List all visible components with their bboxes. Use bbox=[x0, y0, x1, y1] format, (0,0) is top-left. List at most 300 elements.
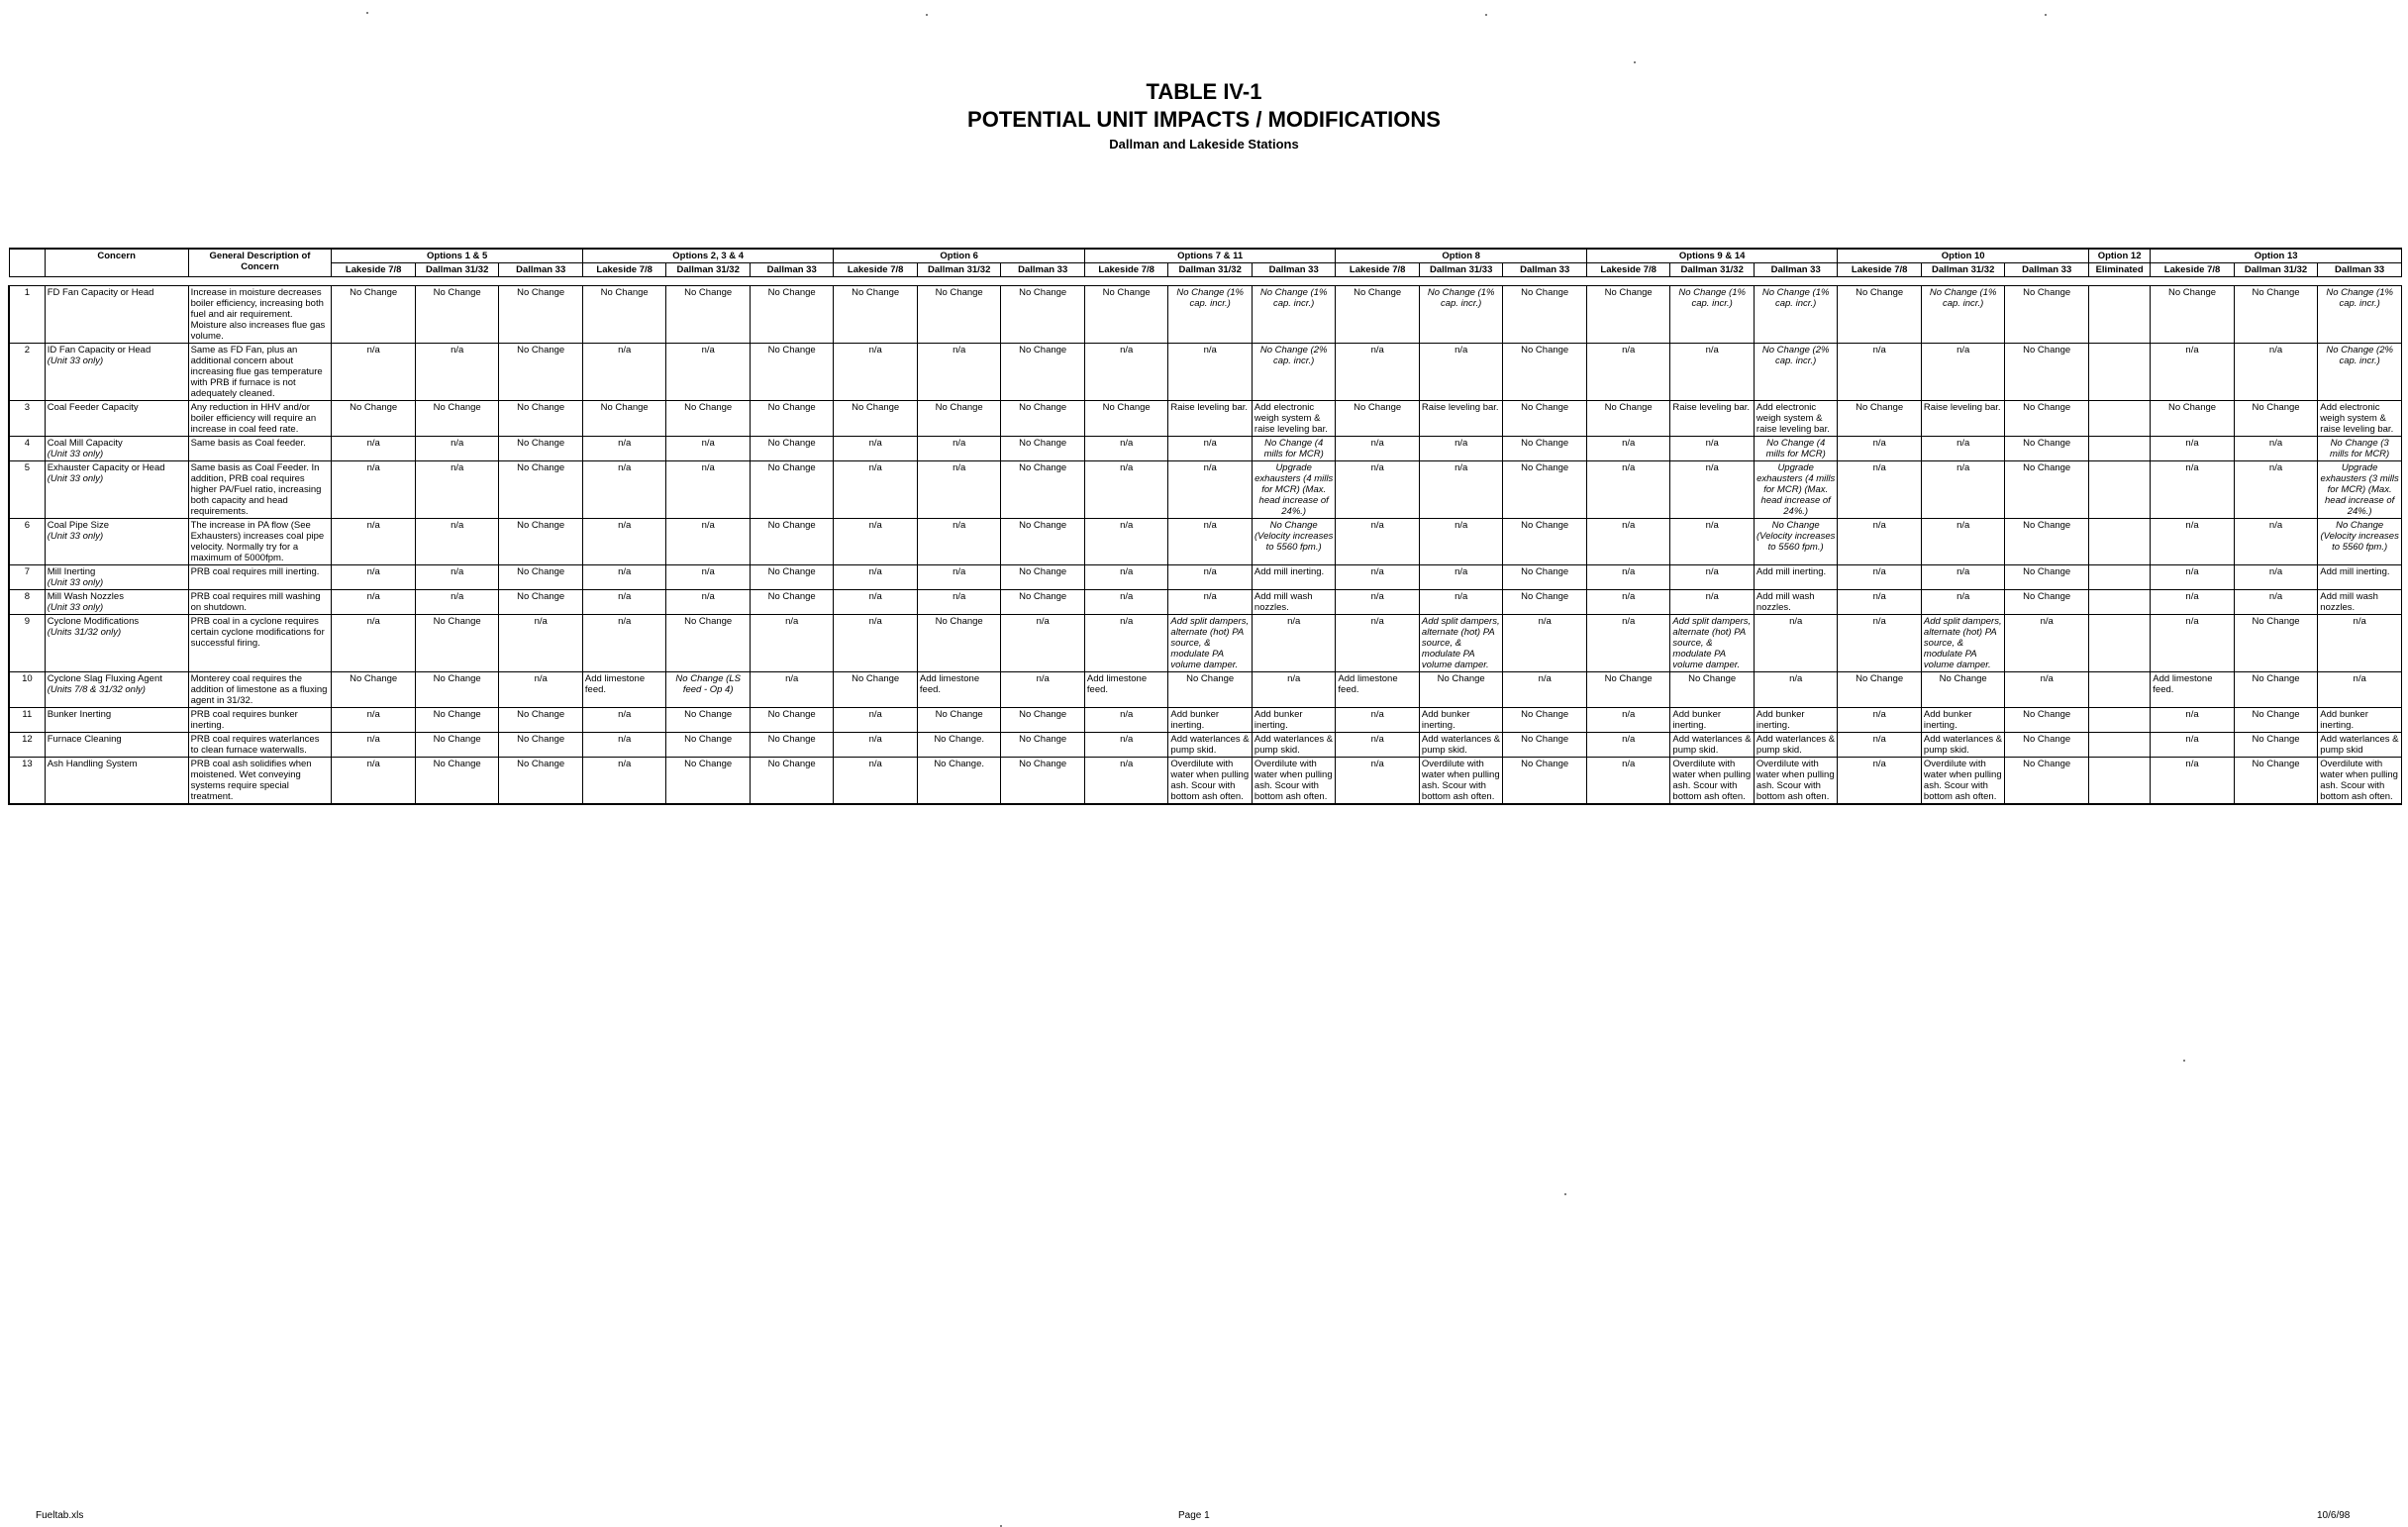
impact-cell: Add limestone feed. bbox=[1336, 672, 1420, 708]
table-title: POTENTIAL UNIT IMPACTS / MODIFICATIONS bbox=[967, 107, 1441, 132]
impact-cell: No Change bbox=[2151, 401, 2235, 437]
impact-cell: Add mill inerting. bbox=[1252, 565, 1336, 590]
header-unit: Lakeside 7/8 bbox=[1838, 263, 1922, 277]
impact-cell: No Change bbox=[1586, 672, 1670, 708]
impact-cell: n/a bbox=[1838, 615, 1922, 672]
header-unit: Dallman 33 bbox=[1503, 263, 1587, 277]
impact-cell: n/a bbox=[1168, 519, 1253, 565]
concern-text: Mill Inerting bbox=[47, 566, 96, 577]
impact-cell: No Change bbox=[1838, 286, 1922, 344]
row-description: Same basis as Coal feeder. bbox=[188, 437, 332, 461]
impact-cell: n/a bbox=[582, 519, 666, 565]
impact-cell: No Change bbox=[834, 286, 918, 344]
impact-cell: n/a bbox=[917, 565, 1001, 590]
impact-cell: n/a bbox=[1503, 615, 1587, 672]
impact-cell: n/a bbox=[1084, 344, 1168, 401]
table-number: TABLE IV-1 bbox=[1146, 79, 1262, 104]
impact-cell: n/a bbox=[582, 590, 666, 615]
impact-cell: n/a bbox=[1586, 615, 1670, 672]
impact-cell: No Change (1% cap. incr.) bbox=[1670, 286, 1755, 344]
row-description: PRB coal ash solidifies when moistened. Wet conveying systems require special treatment. bbox=[188, 758, 332, 805]
impact-cell: No Change bbox=[2005, 565, 2089, 590]
impact-cell: n/a bbox=[332, 519, 416, 565]
impact-cell: Add electronic weigh system & raise leveling bar. bbox=[1754, 401, 1838, 437]
impact-cell: n/a bbox=[1838, 344, 1922, 401]
impact-cell: n/a bbox=[1586, 758, 1670, 805]
impact-cell: n/a bbox=[2234, 461, 2318, 519]
impact-cell: No Change bbox=[415, 708, 499, 733]
impact-cell: Add waterlances & pump skid bbox=[2318, 733, 2402, 758]
impact-cell: No Change (Velocity increases to 5560 fpm.) bbox=[2318, 519, 2402, 565]
impact-cell: No Change bbox=[1670, 672, 1755, 708]
table-row bbox=[9, 286, 2402, 344]
impacts-table bbox=[8, 248, 2402, 805]
impact-cell: n/a bbox=[1921, 461, 2005, 519]
impact-cell: No Change bbox=[1001, 708, 1085, 733]
impact-cell: n/a bbox=[1838, 519, 1922, 565]
impact-cell: No Change bbox=[666, 708, 751, 733]
impact-cell: Add limestone feed. bbox=[917, 672, 1001, 708]
impact-cell: Add bunker inerting. bbox=[1419, 708, 1503, 733]
impact-cell: Add waterlances & pump skid. bbox=[1419, 733, 1503, 758]
impact-cell: No Change bbox=[1001, 401, 1085, 437]
concern-note: (Units 31/32 only) bbox=[47, 627, 122, 638]
impact-cell: n/a bbox=[1084, 437, 1168, 461]
impact-cell: Upgrade exhausters (3 mills for MCR) (Max. head increase of 24%.) bbox=[2318, 461, 2402, 519]
impact-cell: Overdilute with water when pulling ash. Scour with bottom ash often. bbox=[1670, 758, 1755, 805]
impact-cell: n/a bbox=[1586, 708, 1670, 733]
impact-cell: n/a bbox=[1084, 615, 1168, 672]
impact-cell: No Change bbox=[750, 708, 834, 733]
impact-cell: Add bunker inerting. bbox=[1252, 708, 1336, 733]
impact-cell: n/a bbox=[582, 708, 666, 733]
impact-cell: n/a bbox=[2005, 615, 2089, 672]
footer-page: Page 1 bbox=[1178, 1510, 1210, 1521]
impact-cell: Add waterlances & pump skid. bbox=[1754, 733, 1838, 758]
header-unit: Dallman 33 bbox=[2318, 263, 2402, 277]
header-unit: Dallman 33 bbox=[2005, 263, 2089, 277]
impact-cell: Overdilute with water when pulling ash. Scour with bottom ash often. bbox=[1754, 758, 1838, 805]
impact-cell: n/a bbox=[834, 519, 918, 565]
header-unit: Lakeside 7/8 bbox=[582, 263, 666, 277]
impact-cell: Add bunker inerting. bbox=[1670, 708, 1755, 733]
row-concern bbox=[45, 461, 188, 519]
impacts-table-wrapper bbox=[8, 248, 2402, 805]
impact-cell: n/a bbox=[332, 565, 416, 590]
impact-cell: n/a bbox=[582, 461, 666, 519]
header-unit: Dallman 31/32 bbox=[1921, 263, 2005, 277]
header-unit: Dallman 31/32 bbox=[415, 263, 499, 277]
concern-text: Coal Pipe Size bbox=[47, 520, 110, 531]
impact-cell: n/a bbox=[1419, 344, 1503, 401]
impact-cell: No Change bbox=[415, 615, 499, 672]
impact-cell: n/a bbox=[1252, 672, 1336, 708]
table-row bbox=[9, 401, 2402, 437]
row-number: 8 bbox=[9, 590, 45, 615]
impact-cell: No Change (1% cap. incr.) bbox=[1921, 286, 2005, 344]
impact-cell: Raise leveling bar. bbox=[1921, 401, 2005, 437]
impact-cell: n/a bbox=[1419, 461, 1503, 519]
row-description: PRB coal requires mill washing on shutdown. bbox=[188, 590, 332, 615]
impact-cell: Overdilute with water when pulling ash. Scour with bottom ash often. bbox=[1168, 758, 1253, 805]
impact-cell: n/a bbox=[2234, 437, 2318, 461]
impact-cell: No Change (4 mills for MCR) bbox=[1252, 437, 1336, 461]
impact-cell: Add split dampers, alternate (hot) PA source, & modulate PA volume damper. bbox=[1168, 615, 1253, 672]
concern-note: (Unit 33 only) bbox=[47, 602, 104, 613]
impact-cell: n/a bbox=[2318, 615, 2402, 672]
impact-cell: n/a bbox=[1921, 565, 2005, 590]
row-concern bbox=[45, 590, 188, 615]
impact-cell: n/a bbox=[1670, 519, 1755, 565]
impact-cell: Add waterlances & pump skid. bbox=[1168, 733, 1253, 758]
impact-cell: No Change bbox=[1503, 344, 1587, 401]
impact-cell: n/a bbox=[1419, 519, 1503, 565]
impact-cell: No Change bbox=[834, 672, 918, 708]
impact-cell: n/a bbox=[415, 590, 499, 615]
impact-cell bbox=[2088, 758, 2150, 805]
impact-cell: No Change bbox=[1336, 286, 1420, 344]
header-unit: Lakeside 7/8 bbox=[332, 263, 416, 277]
impact-cell: n/a bbox=[2151, 733, 2235, 758]
impact-cell: n/a bbox=[666, 565, 751, 590]
impact-cell: n/a bbox=[917, 344, 1001, 401]
table-row bbox=[9, 733, 2402, 758]
impact-cell: No Change bbox=[1503, 519, 1587, 565]
impact-cell: n/a bbox=[415, 437, 499, 461]
impact-cell: No Change. bbox=[917, 758, 1001, 805]
impact-cell: No Change bbox=[1001, 590, 1085, 615]
impact-cell: n/a bbox=[2234, 519, 2318, 565]
row-description: PRB coal requires mill inerting. bbox=[188, 565, 332, 590]
impact-cell: No Change bbox=[1336, 401, 1420, 437]
header-option-group: Options 1 & 5 bbox=[332, 249, 583, 263]
impact-cell: n/a bbox=[1084, 519, 1168, 565]
row-concern bbox=[45, 615, 188, 672]
impact-cell: n/a bbox=[2151, 565, 2235, 590]
impact-cell bbox=[2088, 733, 2150, 758]
impact-cell: n/a bbox=[582, 437, 666, 461]
row-concern bbox=[45, 344, 188, 401]
impact-cell: n/a bbox=[2151, 344, 2235, 401]
impact-cell: No Change. bbox=[917, 733, 1001, 758]
impact-cell: No Change bbox=[415, 733, 499, 758]
impact-cell: Add waterlances & pump skid. bbox=[1252, 733, 1336, 758]
impact-cell bbox=[2088, 401, 2150, 437]
impact-cell: n/a bbox=[2151, 461, 2235, 519]
row-number: 3 bbox=[9, 401, 45, 437]
impact-cell: Raise leveling bar. bbox=[1670, 401, 1755, 437]
impact-cell: No Change bbox=[499, 519, 583, 565]
concern-text: Ash Handling System bbox=[47, 759, 138, 769]
impact-cell: n/a bbox=[332, 758, 416, 805]
impact-cell: n/a bbox=[415, 565, 499, 590]
impact-cell: n/a bbox=[582, 733, 666, 758]
impact-cell: No Change bbox=[1921, 672, 2005, 708]
impact-cell: n/a bbox=[917, 519, 1001, 565]
impact-cell: n/a bbox=[499, 672, 583, 708]
impact-cell: No Change bbox=[2005, 733, 2089, 758]
impact-cell: No Change (1% cap. incr.) bbox=[1419, 286, 1503, 344]
impact-cell: No Change bbox=[499, 590, 583, 615]
header-option-group: Options 7 & 11 bbox=[1084, 249, 1336, 263]
impact-cell: No Change bbox=[582, 401, 666, 437]
impact-cell: No Change (1% cap. incr.) bbox=[1252, 286, 1336, 344]
impact-cell: n/a bbox=[415, 519, 499, 565]
impact-cell: No Change bbox=[2005, 519, 2089, 565]
impact-cell: No Change bbox=[917, 401, 1001, 437]
impact-cell: n/a bbox=[1001, 615, 1085, 672]
impact-cell: No Change bbox=[750, 590, 834, 615]
impact-cell: n/a bbox=[332, 708, 416, 733]
impact-cell: n/a bbox=[332, 461, 416, 519]
impact-cell: n/a bbox=[582, 565, 666, 590]
impact-cell: n/a bbox=[1336, 519, 1420, 565]
impact-cell: n/a bbox=[1084, 590, 1168, 615]
header-unit: Lakeside 7/8 bbox=[2151, 263, 2235, 277]
impact-cell: No Change (2% cap. incr.) bbox=[2318, 344, 2402, 401]
impact-cell: n/a bbox=[1838, 565, 1922, 590]
row-number: 13 bbox=[9, 758, 45, 805]
header-unit: Lakeside 7/8 bbox=[1336, 263, 1420, 277]
impact-cell: Overdilute with water when pulling ash. Scour with bottom ash often. bbox=[2318, 758, 2402, 805]
impact-cell: n/a bbox=[1670, 565, 1755, 590]
impact-cell: No Change bbox=[1503, 590, 1587, 615]
impact-cell: n/a bbox=[332, 615, 416, 672]
impact-cell: n/a bbox=[1336, 758, 1420, 805]
impact-cell: No Change bbox=[2234, 758, 2318, 805]
impact-cell: Add bunker inerting. bbox=[2318, 708, 2402, 733]
header-unit: Dallman 33 bbox=[499, 263, 583, 277]
row-number: 7 bbox=[9, 565, 45, 590]
row-concern bbox=[45, 401, 188, 437]
impact-cell: No Change bbox=[1503, 565, 1587, 590]
concern-note: (Unit 33 only) bbox=[47, 531, 104, 542]
impact-cell: No Change bbox=[1084, 401, 1168, 437]
impact-cell: No Change bbox=[499, 733, 583, 758]
row-number: 4 bbox=[9, 437, 45, 461]
impact-cell: No Change bbox=[917, 708, 1001, 733]
impact-cell bbox=[2088, 519, 2150, 565]
impact-cell: Raise leveling bar. bbox=[1168, 401, 1253, 437]
impact-cell bbox=[2088, 708, 2150, 733]
impact-cell: No Change bbox=[750, 461, 834, 519]
row-number: 2 bbox=[9, 344, 45, 401]
table-row bbox=[9, 565, 2402, 590]
impact-cell: No Change bbox=[332, 286, 416, 344]
header-unit: Lakeside 7/8 bbox=[1084, 263, 1168, 277]
impact-cell: No Change bbox=[666, 758, 751, 805]
impact-cell: No Change bbox=[1503, 286, 1587, 344]
impact-cell: n/a bbox=[1168, 344, 1253, 401]
impact-cell: n/a bbox=[917, 437, 1001, 461]
impact-cell: No Change bbox=[1419, 672, 1503, 708]
impact-cell: n/a bbox=[1670, 590, 1755, 615]
impact-cell: n/a bbox=[2151, 615, 2235, 672]
impact-cell: No Change (2% cap. incr.) bbox=[1252, 344, 1336, 401]
header-unit: Dallman 33 bbox=[1252, 263, 1336, 277]
impact-cell: n/a bbox=[1754, 672, 1838, 708]
impact-cell: n/a bbox=[666, 344, 751, 401]
impact-cell: n/a bbox=[1336, 437, 1420, 461]
impact-cell: No Change bbox=[1503, 437, 1587, 461]
impact-cell: No Change bbox=[499, 401, 583, 437]
impact-cell: Add mill inerting. bbox=[1754, 565, 1838, 590]
impact-cell: n/a bbox=[582, 758, 666, 805]
impact-cell: n/a bbox=[1001, 672, 1085, 708]
impact-cell: n/a bbox=[834, 461, 918, 519]
impact-cell: n/a bbox=[1586, 590, 1670, 615]
impact-cell: No Change bbox=[2234, 401, 2318, 437]
impact-cell: No Change bbox=[666, 286, 751, 344]
impact-cell: No Change bbox=[2005, 401, 2089, 437]
row-concern bbox=[45, 672, 188, 708]
row-description: The increase in PA flow (See Exhausters) increases coal pipe velocity. Normally try for a maximum of 5000fpm. bbox=[188, 519, 332, 565]
header-unit: Dallman 33 bbox=[1001, 263, 1085, 277]
impact-cell bbox=[2088, 615, 2150, 672]
table-spacer bbox=[9, 277, 2402, 286]
header-option-group: Option 12 bbox=[2088, 249, 2150, 263]
impact-cell: No Change bbox=[750, 401, 834, 437]
impact-cell: Add waterlances & pump skid. bbox=[1670, 733, 1755, 758]
concern-text: Bunker Inerting bbox=[47, 709, 112, 720]
impact-cell: No Change bbox=[2005, 344, 2089, 401]
impact-cell: n/a bbox=[1336, 708, 1420, 733]
impact-cell: No Change bbox=[1001, 461, 1085, 519]
header-unit: Dallman 31/32 bbox=[917, 263, 1001, 277]
concern-text: Coal Feeder Capacity bbox=[47, 402, 139, 413]
header-option-group: Options 9 & 14 bbox=[1586, 249, 1838, 263]
footer-filename: Fueltab.xls bbox=[36, 1510, 84, 1521]
impact-cell: n/a bbox=[582, 615, 666, 672]
header-concern: Concern bbox=[45, 249, 188, 277]
impact-cell: No Change (4 mills for MCR) bbox=[1754, 437, 1838, 461]
impact-cell: n/a bbox=[1419, 590, 1503, 615]
impact-cell: No Change (Velocity increases to 5560 fpm.) bbox=[1754, 519, 1838, 565]
impact-cell: n/a bbox=[917, 461, 1001, 519]
impact-cell: Upgrade exhausters (4 mills for MCR) (Max. head increase of 24%.) bbox=[1754, 461, 1838, 519]
table-row bbox=[9, 672, 2402, 708]
impact-cell: Add electronic weigh system & raise leveling bar. bbox=[1252, 401, 1336, 437]
impact-cell: n/a bbox=[834, 565, 918, 590]
impact-cell: No Change bbox=[1001, 519, 1085, 565]
impact-cell: n/a bbox=[834, 344, 918, 401]
impact-cell: n/a bbox=[415, 344, 499, 401]
impact-cell: No Change bbox=[750, 733, 834, 758]
impact-cell: n/a bbox=[2151, 519, 2235, 565]
impact-cell: No Change bbox=[332, 401, 416, 437]
table-row bbox=[9, 519, 2402, 565]
table-row bbox=[9, 461, 2402, 519]
impact-cell: No Change bbox=[750, 758, 834, 805]
impact-cell: n/a bbox=[332, 590, 416, 615]
impact-cell: n/a bbox=[332, 437, 416, 461]
row-concern bbox=[45, 519, 188, 565]
impact-cell: No Change (3 mills for MCR) bbox=[2318, 437, 2402, 461]
impact-cell: No Change bbox=[2005, 708, 2089, 733]
row-number: 11 bbox=[9, 708, 45, 733]
impact-cell: n/a bbox=[1252, 615, 1336, 672]
impact-cell: n/a bbox=[1754, 615, 1838, 672]
impact-cell: n/a bbox=[1084, 461, 1168, 519]
impact-cell: No Change bbox=[2005, 758, 2089, 805]
header-number bbox=[9, 249, 45, 277]
concern-text: Cyclone Modifications bbox=[47, 616, 140, 627]
impact-cell: n/a bbox=[1921, 519, 2005, 565]
row-number: 9 bbox=[9, 615, 45, 672]
impact-cell: No Change bbox=[834, 401, 918, 437]
table-row bbox=[9, 708, 2402, 733]
impact-cell: No Change (1% cap. incr.) bbox=[1754, 286, 1838, 344]
header-unit: Dallman 31/32 bbox=[666, 263, 751, 277]
impact-cell: Add mill inerting. bbox=[2318, 565, 2402, 590]
header-unit: Dallman 31/33 bbox=[1419, 263, 1503, 277]
impact-cell: No Change bbox=[750, 437, 834, 461]
impact-cell: n/a bbox=[332, 344, 416, 401]
impact-cell: No Change bbox=[499, 758, 583, 805]
impact-cell: Add limestone feed. bbox=[1084, 672, 1168, 708]
impact-cell: Upgrade exhausters (4 mills for MCR) (Max. head increase of 24%.) bbox=[1252, 461, 1336, 519]
impact-cell bbox=[2088, 565, 2150, 590]
impact-cell: n/a bbox=[1586, 437, 1670, 461]
impact-cell: No Change bbox=[1001, 286, 1085, 344]
footer-date: 10/6/98 bbox=[2317, 1510, 2351, 1521]
impact-cell: n/a bbox=[666, 461, 751, 519]
header-unit: Dallman 33 bbox=[750, 263, 834, 277]
impact-cell: n/a bbox=[2234, 590, 2318, 615]
impact-cell: n/a bbox=[834, 590, 918, 615]
impact-cell: n/a bbox=[1168, 565, 1253, 590]
impact-cell: Add mill wash nozzles. bbox=[1252, 590, 1336, 615]
impact-cell: n/a bbox=[499, 615, 583, 672]
impact-cell bbox=[2088, 672, 2150, 708]
impact-cell: n/a bbox=[1336, 565, 1420, 590]
impact-cell: n/a bbox=[1419, 437, 1503, 461]
impact-cell: No Change bbox=[1001, 758, 1085, 805]
row-description: Increase in moisture decreases boiler efficiency, increasing both fuel and air requirement. Moisture also increases flue gas volume. bbox=[188, 286, 332, 344]
impact-cell: n/a bbox=[332, 733, 416, 758]
impact-cell: No Change bbox=[666, 401, 751, 437]
impact-cell: No Change bbox=[750, 344, 834, 401]
impact-cell bbox=[2088, 286, 2150, 344]
row-description: PRB coal in a cyclone requires certain cyclone modifications for successful firing. bbox=[188, 615, 332, 672]
table-row bbox=[9, 758, 2402, 805]
header-description: General Description of Concern bbox=[188, 249, 332, 277]
impact-cell: No Change bbox=[582, 286, 666, 344]
impact-cell: n/a bbox=[1670, 344, 1755, 401]
concern-note: (Unit 33 only) bbox=[47, 473, 104, 484]
concern-text: Exhauster Capacity or Head bbox=[47, 462, 165, 473]
impact-cell: Add mill wash nozzles. bbox=[2318, 590, 2402, 615]
impact-cell: n/a bbox=[666, 437, 751, 461]
impact-cell: n/a bbox=[2234, 565, 2318, 590]
impact-cell: n/a bbox=[1586, 519, 1670, 565]
impact-cell: No Change bbox=[2234, 615, 2318, 672]
concern-note: (Units 7/8 & 31/32 only) bbox=[47, 684, 146, 695]
impact-cell: No Change bbox=[1838, 672, 1922, 708]
impact-cell: No Change bbox=[750, 286, 834, 344]
impact-cell: n/a bbox=[2151, 758, 2235, 805]
impact-cell: No Change bbox=[2234, 733, 2318, 758]
impact-cell: n/a bbox=[834, 758, 918, 805]
impact-cell: n/a bbox=[1084, 708, 1168, 733]
concern-note: (Unit 33 only) bbox=[47, 356, 104, 366]
impact-cell: n/a bbox=[1084, 758, 1168, 805]
impact-cell bbox=[2088, 344, 2150, 401]
impact-cell: No Change bbox=[415, 401, 499, 437]
impact-cell: n/a bbox=[1921, 590, 2005, 615]
impact-cell: n/a bbox=[750, 615, 834, 672]
impact-cell: No Change (2% cap. incr.) bbox=[1754, 344, 1838, 401]
